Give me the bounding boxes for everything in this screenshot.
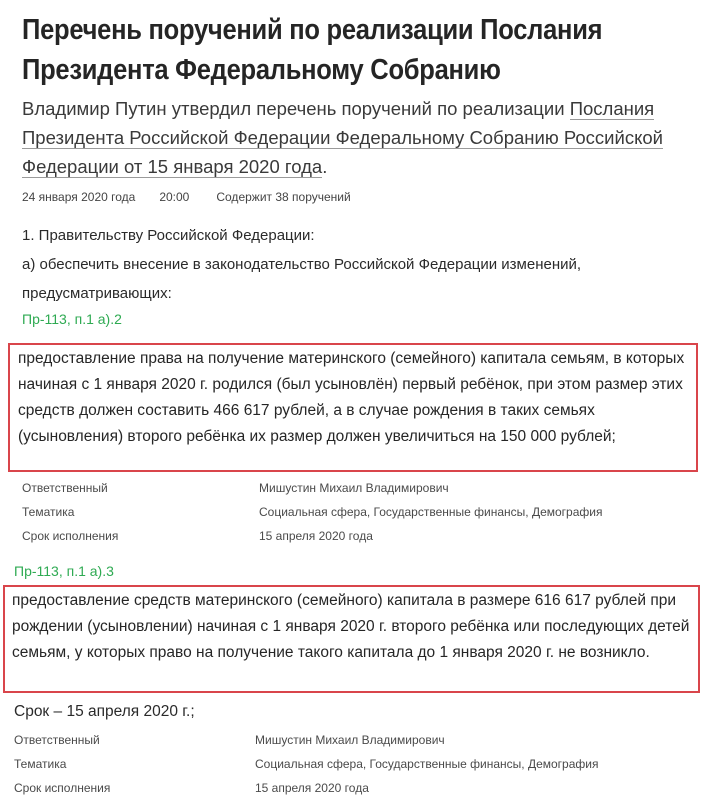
publication-meta bbox=[22, 190, 351, 204]
page-title-line-1: Перечень поручений по реализации Послания bbox=[22, 14, 603, 46]
instruction-code-link[interactable]: Пр-113, п.1 а).2 bbox=[22, 311, 122, 327]
instruction-details bbox=[22, 476, 702, 548]
topic-label: Тематика bbox=[14, 757, 67, 771]
responsible-value: Мишустин Михаил Владимирович bbox=[255, 733, 445, 747]
topic-row bbox=[22, 500, 702, 524]
deadline-row bbox=[22, 524, 702, 548]
section-heading: 1. Правительству Российской Федерации: bbox=[22, 227, 315, 244]
responsible-row bbox=[14, 728, 694, 752]
page-title bbox=[22, 10, 612, 90]
instruction-term: Срок – 15 апреля 2020 г.; bbox=[14, 703, 195, 720]
deadline-value: 15 апреля 2020 года bbox=[255, 781, 369, 795]
instruction-details bbox=[14, 728, 694, 800]
topic-row bbox=[14, 752, 694, 776]
deadline-value: 15 апреля 2020 года bbox=[259, 529, 373, 543]
section-intro: а) обеспечить внесение в законодательство Российской Федерации изменений, предусматривающих: bbox=[22, 256, 582, 302]
deadline-label: Срок исполнения bbox=[22, 529, 119, 543]
instruction-code-link[interactable]: Пр-113, п.1 а).3 bbox=[14, 563, 114, 579]
deadline-label: Срок исполнения bbox=[14, 781, 111, 795]
page-title-line-2: Президента Федеральному Собранию bbox=[22, 54, 501, 86]
lead-text: Владимир Путин утвердил перечень поручений по реализации bbox=[22, 98, 570, 119]
deadline-row bbox=[14, 776, 694, 800]
publication-date: 24 января 2020 года bbox=[22, 190, 136, 204]
lead-text-end: . bbox=[322, 156, 328, 177]
message-link[interactable]: Послания Президента Российской Федерации Федеральному Собранию Российской Федерации от 15 января 2020 года bbox=[22, 98, 663, 177]
topic-value: Социальная сфера, Государственные финансы, Демография bbox=[259, 505, 603, 519]
instruction-text-highlighted: предоставление средств материнского (семейного) капитала в размере 616 617 рублей при рождении (усыновлении) начиная с 1 января 2020 г. второго ребёнка или последующих детей семьям, у которых право на получение такого капитала до 1 января 2020 г. не возникло. bbox=[3, 585, 700, 693]
topic-value: Социальная сфера, Государственные финансы, Демография bbox=[255, 757, 599, 771]
instructions-count: Содержит 38 поручений bbox=[216, 190, 351, 204]
responsible-label: Ответственный bbox=[22, 481, 108, 495]
publication-time: 20:00 bbox=[159, 190, 190, 204]
topic-label: Тематика bbox=[22, 505, 75, 519]
instruction-text-highlighted: предоставление права на получение материнского (семейного) капитала семьям, в которых начиная с 1 января 2020 г. родился (был усыновлён) первый ребёнок, при этом размер этих средств должен составить 466 617 рублей, а в случае рождения в таких семьях (усыновления) второго ребёнка их размер должен увеличиться на 150 000 рублей; bbox=[8, 343, 698, 472]
lead-paragraph bbox=[22, 94, 702, 181]
responsible-row bbox=[22, 476, 702, 500]
responsible-label: Ответственный bbox=[14, 733, 100, 747]
responsible-value: Мишустин Михаил Владимирович bbox=[259, 481, 449, 495]
